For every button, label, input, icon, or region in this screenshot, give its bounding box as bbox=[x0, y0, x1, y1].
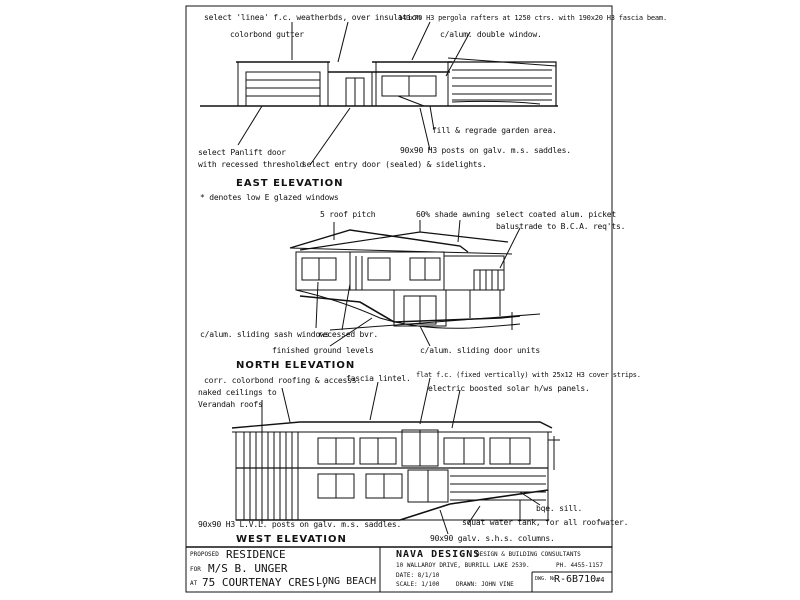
label-bqe-sill: bqe. sill. bbox=[536, 504, 583, 513]
drawing-scale: SCALE: 1/100 bbox=[396, 581, 440, 588]
label-double-window: c/alum. double window. bbox=[440, 30, 542, 39]
title-suburb: LONG BEACH bbox=[316, 576, 377, 587]
drawn-by: DRAWN: JOHN VINE bbox=[456, 581, 514, 588]
west-elevation-drawing bbox=[232, 378, 560, 534]
label-sliding-sash-windows: c/alum. sliding sash windows bbox=[200, 330, 330, 339]
label-solar-panels: electric boosted solar h/ws panels. bbox=[428, 384, 590, 393]
label-balustrade-1: select coated alum. picket bbox=[496, 210, 617, 219]
label-flat-fc: flat f.c. (fixed vertically) with 25x12 H3 cover strips. bbox=[416, 371, 641, 379]
label-balustrade-2: balustrade to B.C.A. req'ts. bbox=[496, 222, 626, 231]
dwg-no-label: DWG. No. bbox=[535, 576, 560, 582]
north-elevation-title: NORTH ELEVATION bbox=[236, 360, 356, 371]
east-elevation-title: EAST ELEVATION bbox=[236, 178, 344, 189]
label-h3-posts: 90x90 H3 posts on galv. m.s. saddles. bbox=[400, 146, 571, 155]
north-elevation-drawing bbox=[290, 220, 540, 346]
label-galv-columns: 90x90 galv. s.h.s. columns. bbox=[430, 534, 555, 543]
firm-name: NAVA DESIGNS bbox=[396, 549, 481, 560]
label-sliding-door-units: c/alum. sliding door units bbox=[420, 346, 541, 355]
title-address: 75 COURTENAY CRES., bbox=[202, 576, 328, 589]
dwg-no: R-6B710 bbox=[554, 574, 597, 585]
label-panlift-door: select Panlift door bbox=[198, 148, 286, 157]
title-proposed-label: PROPOSED bbox=[190, 551, 219, 558]
note-low-e-windows: * denotes low E glazed windows bbox=[200, 193, 339, 202]
label-roof-pitch: 5 roof pitch bbox=[320, 210, 376, 219]
sheet-number: #4 bbox=[596, 576, 605, 584]
drawing-date: DATE: 8/1/10 bbox=[396, 572, 440, 579]
label-finished-ground: finished ground levels bbox=[272, 346, 374, 355]
label-lvl-posts: 90x90 H3 L.V.L. posts on galv. m.s. saddles. bbox=[198, 520, 402, 529]
title-project: RESIDENCE bbox=[226, 548, 286, 561]
label-recessed-threshold: with recessed threshold bbox=[198, 160, 305, 169]
title-for-label: FOR bbox=[190, 566, 201, 573]
label-water-tank: squat water tank, for all roofwater. bbox=[462, 518, 629, 527]
label-naked-ceilings: naked ceilings to bbox=[198, 388, 277, 397]
label-recessed-bvr: recessed bvr. bbox=[318, 330, 379, 339]
label-colorbond-gutter: colorbond gutter bbox=[230, 30, 304, 39]
title-at-label: AT bbox=[190, 580, 198, 587]
label-cladding: select 'linea' f.c. weatherbds, over insulation bbox=[204, 13, 421, 22]
label-fascia-lintel: fascia lintel. bbox=[346, 374, 411, 383]
firm-phone: PH. 4455-1157 bbox=[556, 562, 603, 569]
label-colorbond-roofing: corr. colorbond roofing & accesss. bbox=[204, 376, 361, 385]
west-elevation-title: WEST ELEVATION bbox=[236, 534, 347, 545]
label-verandah-roofs: Verandah roofs bbox=[198, 400, 263, 409]
label-pergola-rafters: 140x70 H3 pergola rafters at 1250 ctrs. with 190x20 H3 fascia beam. bbox=[398, 14, 667, 22]
label-shade-awning: 60% shade awning bbox=[416, 210, 490, 219]
firm-address: 10 WALLAROY DRIVE, BURRILL LAKE 2539. bbox=[396, 562, 530, 569]
label-regrade-garden: fill & regrade garden area. bbox=[432, 126, 557, 135]
title-client: M/S B. UNGER bbox=[208, 562, 288, 575]
east-elevation-drawing bbox=[200, 22, 558, 165]
label-entry-door: select entry door (sealed) & sidelights. bbox=[302, 160, 487, 169]
firm-tagline: DESIGN & BUILDING CONSULTANTS bbox=[476, 551, 581, 558]
